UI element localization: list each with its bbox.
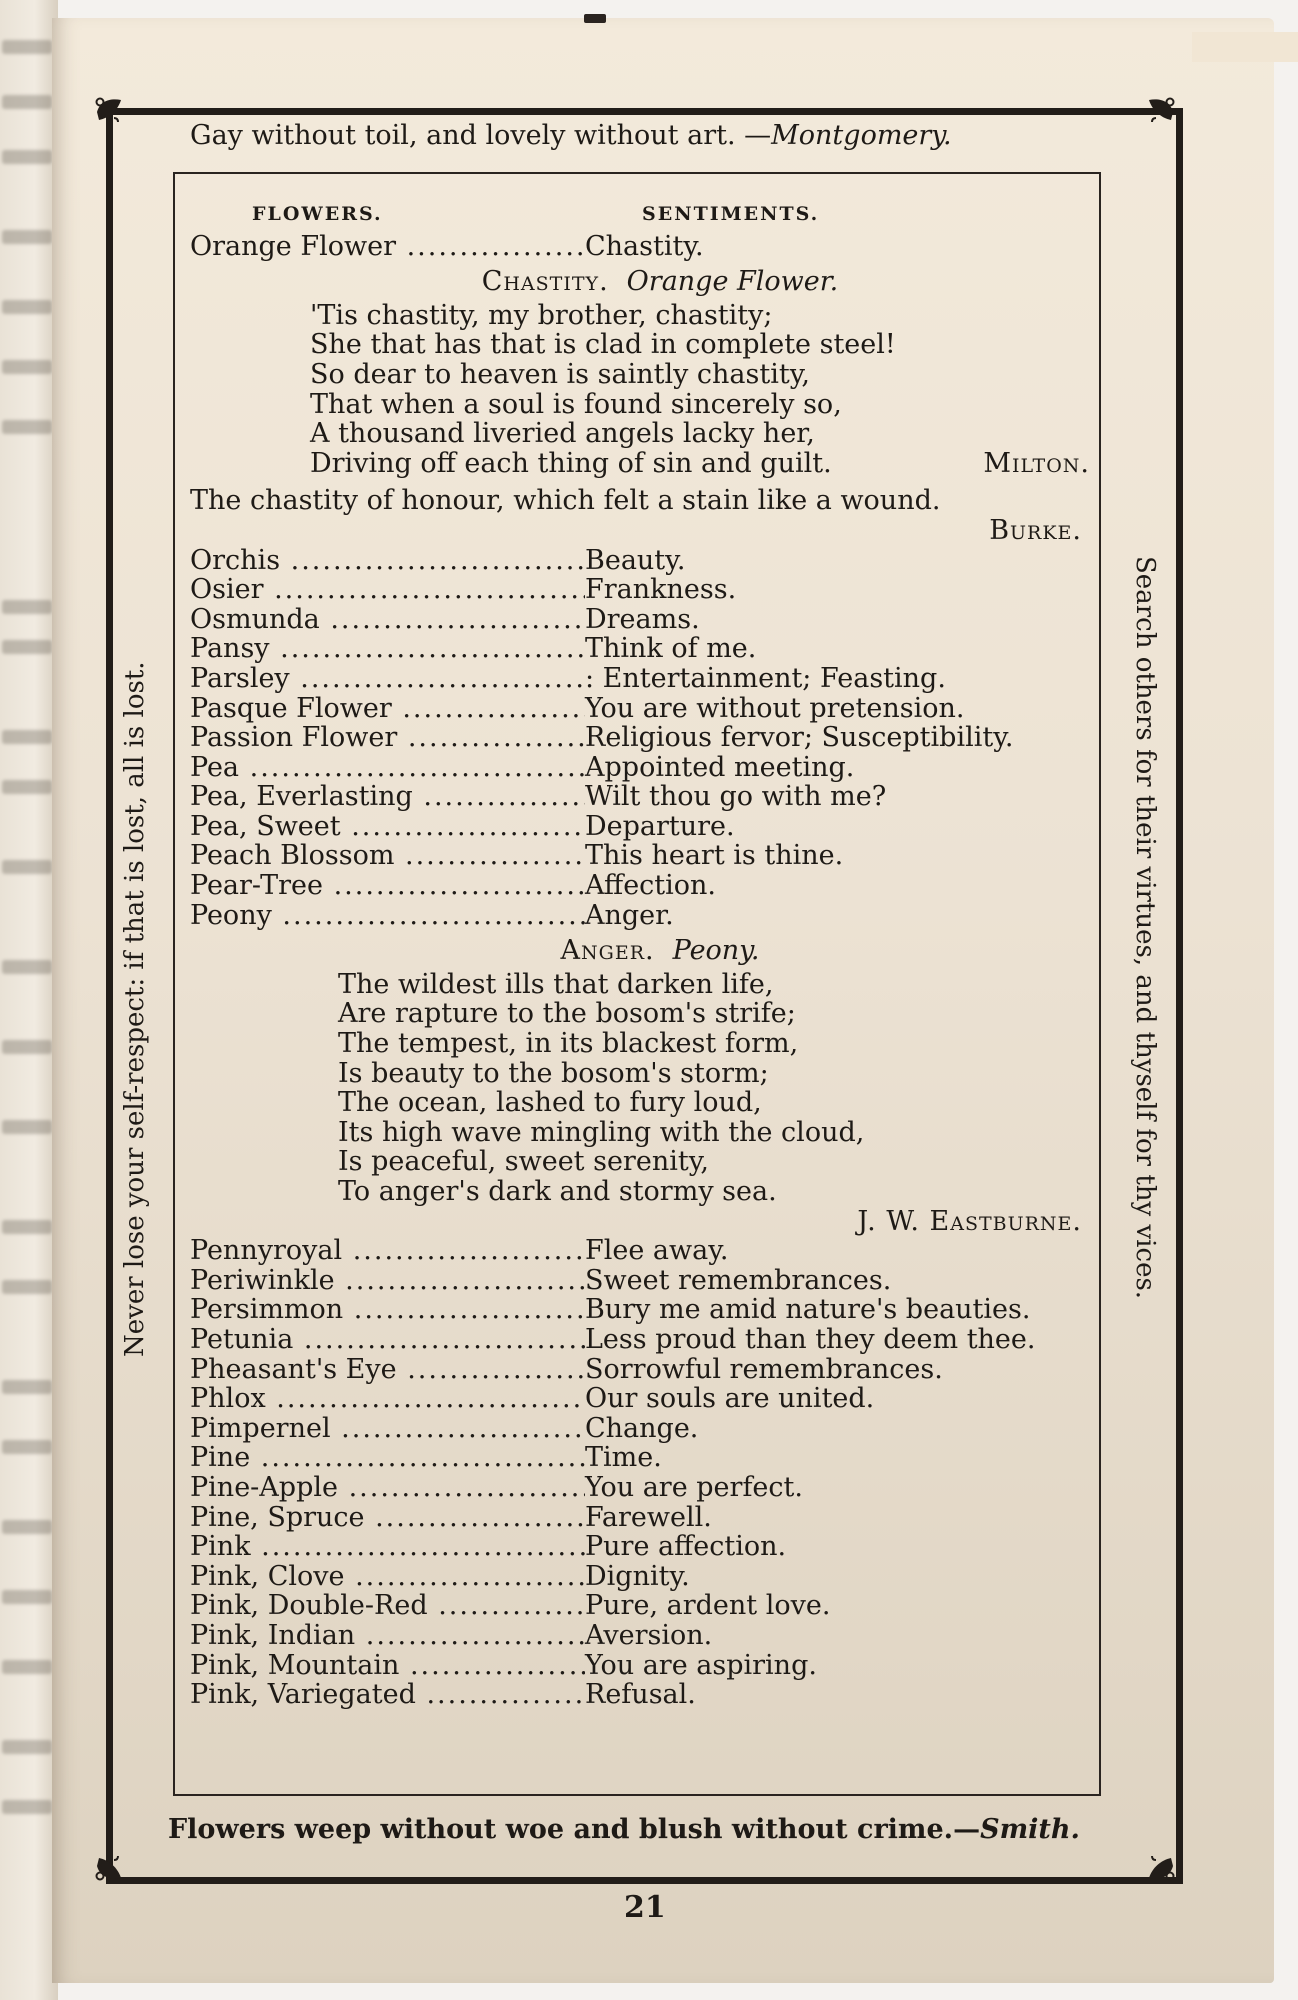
flower-name: Peony ..... xyxy=(190,901,585,931)
flower-name: Pansy ..... xyxy=(190,634,585,664)
sentiment-meaning: You are without pretension. xyxy=(585,692,965,724)
sentiment-meaning: Our souls are united. xyxy=(585,1383,875,1415)
sentiment-meaning: Affection. xyxy=(585,870,717,902)
sentiment-meaning: Dreams. xyxy=(585,603,700,635)
section-heading-anger xyxy=(190,936,1090,966)
sentiment-meaning: Pure affection. xyxy=(585,1531,787,1563)
binding-mark xyxy=(584,14,606,23)
flower-name: Passion Flower ..... xyxy=(190,723,585,753)
facing-page-text-ghost xyxy=(2,40,52,54)
facing-page-text-ghost xyxy=(2,1800,52,1814)
facing-page-text-ghost xyxy=(2,1040,52,1054)
dictionary-entry xyxy=(190,1591,1090,1621)
dictionary-entry xyxy=(190,1295,1090,1325)
sentiment-meaning: Beauty. xyxy=(585,544,686,576)
prose-quote: The chastity of honour, which felt a stain like a wound. xyxy=(190,485,941,517)
dictionary-entry xyxy=(190,664,1090,694)
facing-page-text-ghost xyxy=(2,1590,52,1604)
dictionary-entry xyxy=(190,812,1090,842)
poem-line: The wildest ills that darken life, xyxy=(338,968,774,1000)
sentiment-meaning: Think of me. xyxy=(585,633,757,665)
entries-group-2 xyxy=(190,546,1090,931)
entries-group-1 xyxy=(190,232,1090,262)
header-quote-text: Gay without toil, and lovely without art. — xyxy=(190,120,772,151)
sentiment-meaning: Chastity. xyxy=(585,230,704,262)
dictionary-entry xyxy=(190,1532,1090,1562)
sentiment-meaning: Time. xyxy=(585,1442,662,1474)
poem-milton xyxy=(190,301,1090,479)
poem-line: So dear to heaven is saintly chastity, xyxy=(310,358,810,390)
dictionary-entry xyxy=(190,1443,1090,1473)
poem-line: Are rapture to the bosom's strife; xyxy=(338,998,796,1030)
sentiment-meaning: Pure, ardent love. xyxy=(585,1590,831,1622)
entries-group-3 xyxy=(190,1236,1090,1710)
dictionary-entry xyxy=(190,605,1090,635)
flower-name: Pine, Spruce ..... xyxy=(190,1503,585,1533)
flower-name: Pink, Double-Red ..... xyxy=(190,1591,585,1621)
sentiment-meaning: Anger. xyxy=(585,899,674,931)
sentiment-meaning: Departure. xyxy=(585,810,735,842)
section-sentiment: Anger. xyxy=(560,935,655,967)
facing-page-text-ghost xyxy=(2,960,52,974)
leaf-corner-ornament-icon xyxy=(94,96,124,126)
flower-name: Pear-Tree ..... xyxy=(190,871,585,901)
dictionary-entry xyxy=(190,871,1090,901)
flower-name: Pine ..... xyxy=(190,1443,585,1473)
flower-name: Pink, Indian ..... xyxy=(190,1621,585,1651)
poem-line: To anger's dark and stormy sea. xyxy=(338,1176,777,1207)
flower-name: Osmunda ..... xyxy=(190,605,585,635)
flower-name: Persimmon ..... xyxy=(190,1295,585,1325)
dictionary-entry xyxy=(190,232,1090,262)
section-flower: Peony. xyxy=(672,935,760,967)
sentiment-meaning: Frankness. xyxy=(585,574,737,606)
header-quote xyxy=(190,120,1090,151)
flower-name: Petunia ..... xyxy=(190,1325,585,1355)
dictionary-entry xyxy=(190,753,1090,783)
poem-line: 'Tis chastity, my brother, chastity; xyxy=(310,299,773,331)
sentiment-meaning: Wilt thou go with me? xyxy=(585,781,887,813)
flower-name: Orchis ..... xyxy=(190,546,585,576)
dictionary-entry xyxy=(190,1266,1090,1296)
sentiment-meaning: Sorrowful remembrances. xyxy=(585,1353,943,1385)
flower-name: Pine-Apple ..... xyxy=(190,1473,585,1503)
sentiment-meaning: Farewell. xyxy=(585,1501,712,1533)
flower-name: Pink, Variegated ..... xyxy=(190,1680,585,1710)
poem-line: That when a soul is found sincerely so, xyxy=(310,388,842,420)
dictionary-entry xyxy=(190,1503,1090,1533)
sentiment-meaning: Aversion. xyxy=(585,1619,713,1651)
sentiment-meaning: Flee away. xyxy=(585,1235,729,1267)
dictionary-entry xyxy=(190,1384,1090,1414)
facing-page-text-ghost xyxy=(2,150,52,164)
facing-page-text-ghost xyxy=(2,1520,52,1534)
dictionary-entry xyxy=(190,1680,1090,1710)
leaf-corner-ornament-icon xyxy=(1146,1852,1176,1882)
flower-name: Pennyroyal ..... xyxy=(190,1236,585,1266)
facing-page-text-ghost xyxy=(2,95,52,109)
sentiment-meaning: Sweet remembrances. xyxy=(585,1264,892,1296)
poem-line: Is beauty to the bosom's storm; xyxy=(338,1057,769,1089)
sentiment-meaning: Religious fervor; Susceptibility. xyxy=(585,722,1014,754)
dictionary-entry xyxy=(190,1473,1090,1503)
facing-page-edge xyxy=(0,0,58,2000)
flower-name: Orange Flower ..... xyxy=(190,232,585,262)
flower-name: Periwinkle ..... xyxy=(190,1266,585,1296)
flower-name: Phlox ..... xyxy=(190,1384,585,1414)
dictionary-entry xyxy=(190,1562,1090,1592)
poem-line: She that has that is clad in complete steel! xyxy=(310,329,896,361)
page-edge-tab xyxy=(1192,32,1298,62)
facing-page-text-ghost xyxy=(2,1440,52,1454)
sentiment-meaning: Appointed meeting. xyxy=(585,751,855,783)
poem-eastburne xyxy=(190,970,1090,1207)
section-flower: Orange Flower. xyxy=(626,266,839,298)
dictionary-entry xyxy=(190,901,1090,931)
footer-quote-text: Flowers weep without woe and blush without crime.— xyxy=(168,1814,981,1845)
poem-line-text: Driving off each thing of sin and guilt. xyxy=(310,447,832,479)
sentiment-meaning: You are aspiring. xyxy=(585,1649,817,1681)
sentiment-meaning: Change. xyxy=(585,1412,699,1444)
facing-page-text-ghost xyxy=(2,1280,52,1294)
facing-page-text-ghost xyxy=(2,300,52,314)
section-heading-chastity xyxy=(190,267,1090,297)
column-header-flowers: FLOWERS. xyxy=(252,203,383,225)
dictionary-entry xyxy=(190,1236,1090,1266)
flower-name: Parsley ..... xyxy=(190,664,585,694)
left-margin-quote: Never lose your self-respect: if that is lost, all is lost. xyxy=(120,661,150,1357)
flower-name: Pimpernel ..... xyxy=(190,1414,585,1444)
dictionary-entry xyxy=(190,841,1090,871)
poem-line: Its high wave mingling with the cloud, xyxy=(338,1116,865,1148)
flower-name: Pink, Clove ..... xyxy=(190,1562,585,1592)
sentiment-meaning: This heart is thine. xyxy=(585,840,844,872)
dictionary-entry xyxy=(190,1414,1090,1444)
flower-name: Pea, Everlasting ..... xyxy=(190,782,585,812)
sentiment-meaning: Bury me amid nature's beauties. xyxy=(585,1294,1031,1326)
dictionary-entry xyxy=(190,694,1090,724)
dictionary-entry xyxy=(190,1355,1090,1385)
flower-name: Pea ..... xyxy=(190,753,585,783)
facing-page-text-ghost xyxy=(2,640,52,654)
page-number: 21 xyxy=(624,1890,666,1925)
dictionary-entry xyxy=(190,723,1090,753)
leaf-corner-ornament-icon xyxy=(1146,96,1176,126)
flower-dictionary-content xyxy=(190,200,1090,1710)
facing-page-text-ghost xyxy=(2,1660,52,1674)
facing-page-text-ghost xyxy=(2,1740,52,1754)
footer-quote xyxy=(168,1814,1128,1845)
dictionary-entry xyxy=(190,782,1090,812)
prose-author: Burke. xyxy=(989,514,1082,546)
facing-page-text-ghost xyxy=(2,1380,52,1394)
poem-line: Is peaceful, sweet serenity, xyxy=(338,1146,709,1178)
dictionary-entry xyxy=(190,634,1090,664)
facing-page-text-ghost xyxy=(2,860,52,874)
flower-name: Pea, Sweet ..... xyxy=(190,812,585,842)
poem-line xyxy=(310,449,1090,479)
poem-line: The tempest, in its blackest form, xyxy=(338,1028,799,1060)
facing-page-text-ghost xyxy=(2,230,52,244)
flower-name: Pasque Flower ..... xyxy=(190,694,585,724)
flower-name: Osier ..... xyxy=(190,575,585,605)
section-sentiment: Chastity. xyxy=(481,266,609,298)
facing-page-text-ghost xyxy=(2,730,52,744)
dictionary-entry xyxy=(190,1621,1090,1651)
sentiment-meaning: You are perfect. xyxy=(585,1471,803,1503)
poem-line: The ocean, lashed to fury loud, xyxy=(338,1087,762,1119)
facing-page-text-ghost xyxy=(2,780,52,794)
flower-name: Pink ..... xyxy=(190,1532,585,1562)
header-quote-attribution: Montgomery. xyxy=(771,120,952,151)
dictionary-entry xyxy=(190,575,1090,605)
footer-quote-attribution: Smith. xyxy=(980,1814,1080,1845)
sentiment-meaning: Dignity. xyxy=(585,1560,690,1592)
facing-page-text-ghost xyxy=(2,420,52,434)
flower-name: Pheasant's Eye ..... xyxy=(190,1355,585,1385)
poem-author: Milton. xyxy=(983,447,1090,479)
poem-author: J. W. Eastburne. xyxy=(857,1205,1082,1237)
sentiment-meaning: Refusal. xyxy=(585,1679,696,1711)
facing-page-text-ghost xyxy=(2,360,52,374)
sentiment-meaning: Less proud than they deem thee. xyxy=(585,1323,1036,1355)
facing-page-text-ghost xyxy=(2,1220,52,1234)
facing-page-text-ghost xyxy=(2,1120,52,1134)
column-headers xyxy=(190,200,1090,230)
facing-page-text-ghost xyxy=(2,600,52,614)
leaf-corner-ornament-icon xyxy=(94,1852,124,1882)
flower-name: Pink, Mountain ..... xyxy=(190,1651,585,1681)
poem-line: A thousand liveried angels lacky her, xyxy=(310,418,815,450)
dictionary-entry xyxy=(190,1651,1090,1681)
right-margin-quote: Search others for their virtues, and thyself for thy vices. xyxy=(1130,556,1160,1300)
sentiment-meaning: : Entertainment; Feasting. xyxy=(585,662,946,694)
column-header-sentiments: SENTIMENTS. xyxy=(642,203,820,225)
dictionary-entry xyxy=(190,546,1090,576)
flower-name: Peach Blossom ..... xyxy=(190,841,585,871)
dictionary-entry xyxy=(190,1325,1090,1355)
